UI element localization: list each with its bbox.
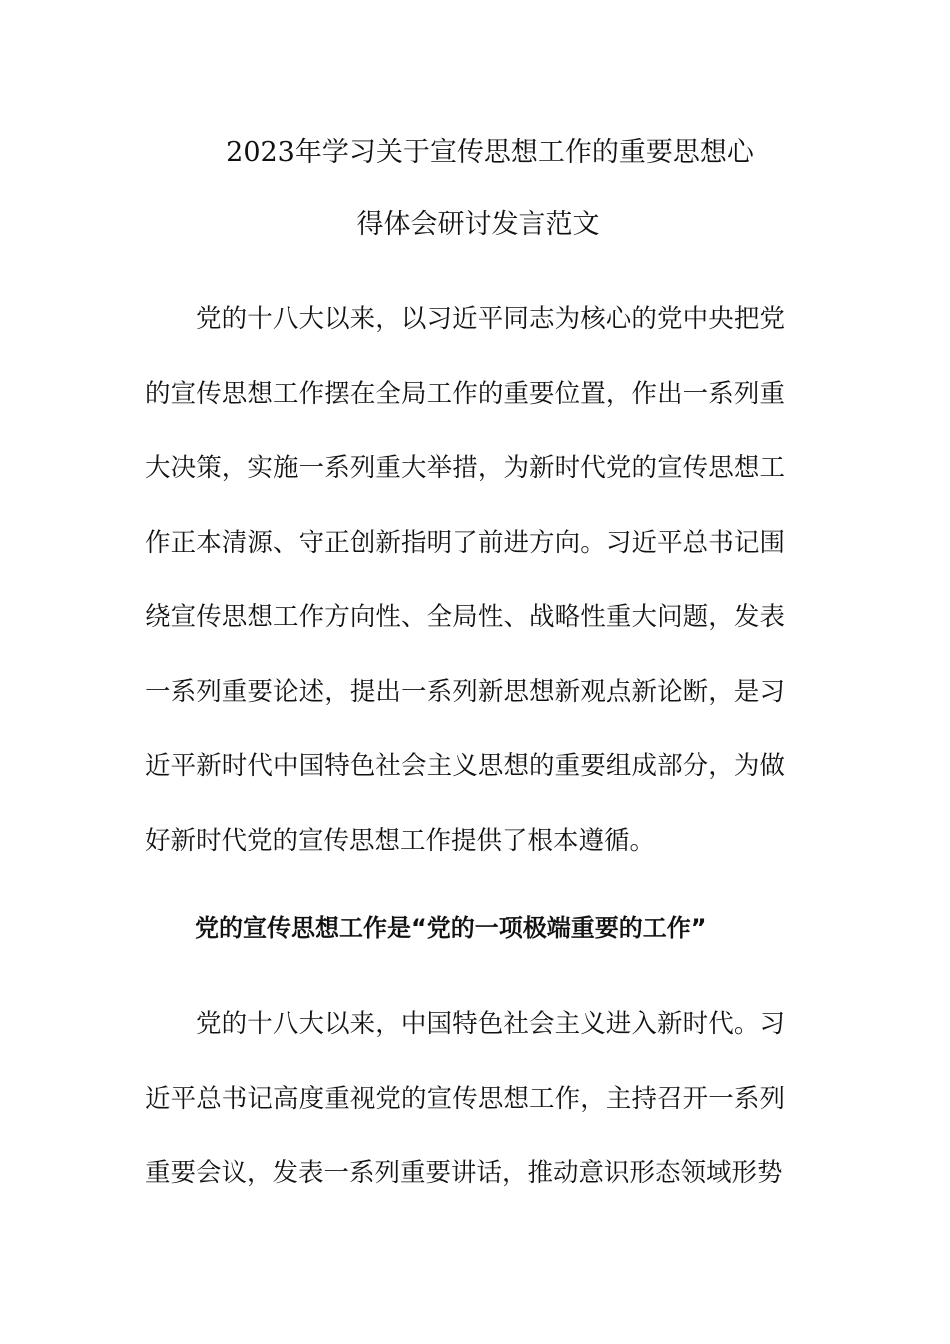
body-paragraph-1: 党的十八大以来，以习近平同志为核心的党中央把党的宣传思想工作摆在全局工作的重要位置，作出一系列重大决策，实施一系列重大举措，为新时代党的宣传思想工作正本清源、守正创新指明了前进方向。习近平总书记围绕宣传思想工作方向性、全局性、战略性重大问题，发表一系列重要论述，提出一系列新思想新观点新论断，是习近平新时代中国特色社会主义思想的重要组成部分，为做好新时代党的宣传思想工作提供了根本遵循。 xyxy=(145,304,785,856)
document-title-line-1: 2023年学习关于宣传思想工作的重要思想心 xyxy=(226,137,754,168)
body-paragraph-2: 党的十八大以来，中国特色社会主义进入新时代。习近平总书记高度重视党的宣传思想工作，主持召开一系列重要会议，发表一系列重要讲话，推动意识形态领域形势 xyxy=(145,1009,785,1188)
document-title-line-2: 得体会研讨发言范文 xyxy=(356,209,600,240)
section-heading: 党的宣传思想工作是“党的一项极端重要的工作” xyxy=(195,914,707,942)
